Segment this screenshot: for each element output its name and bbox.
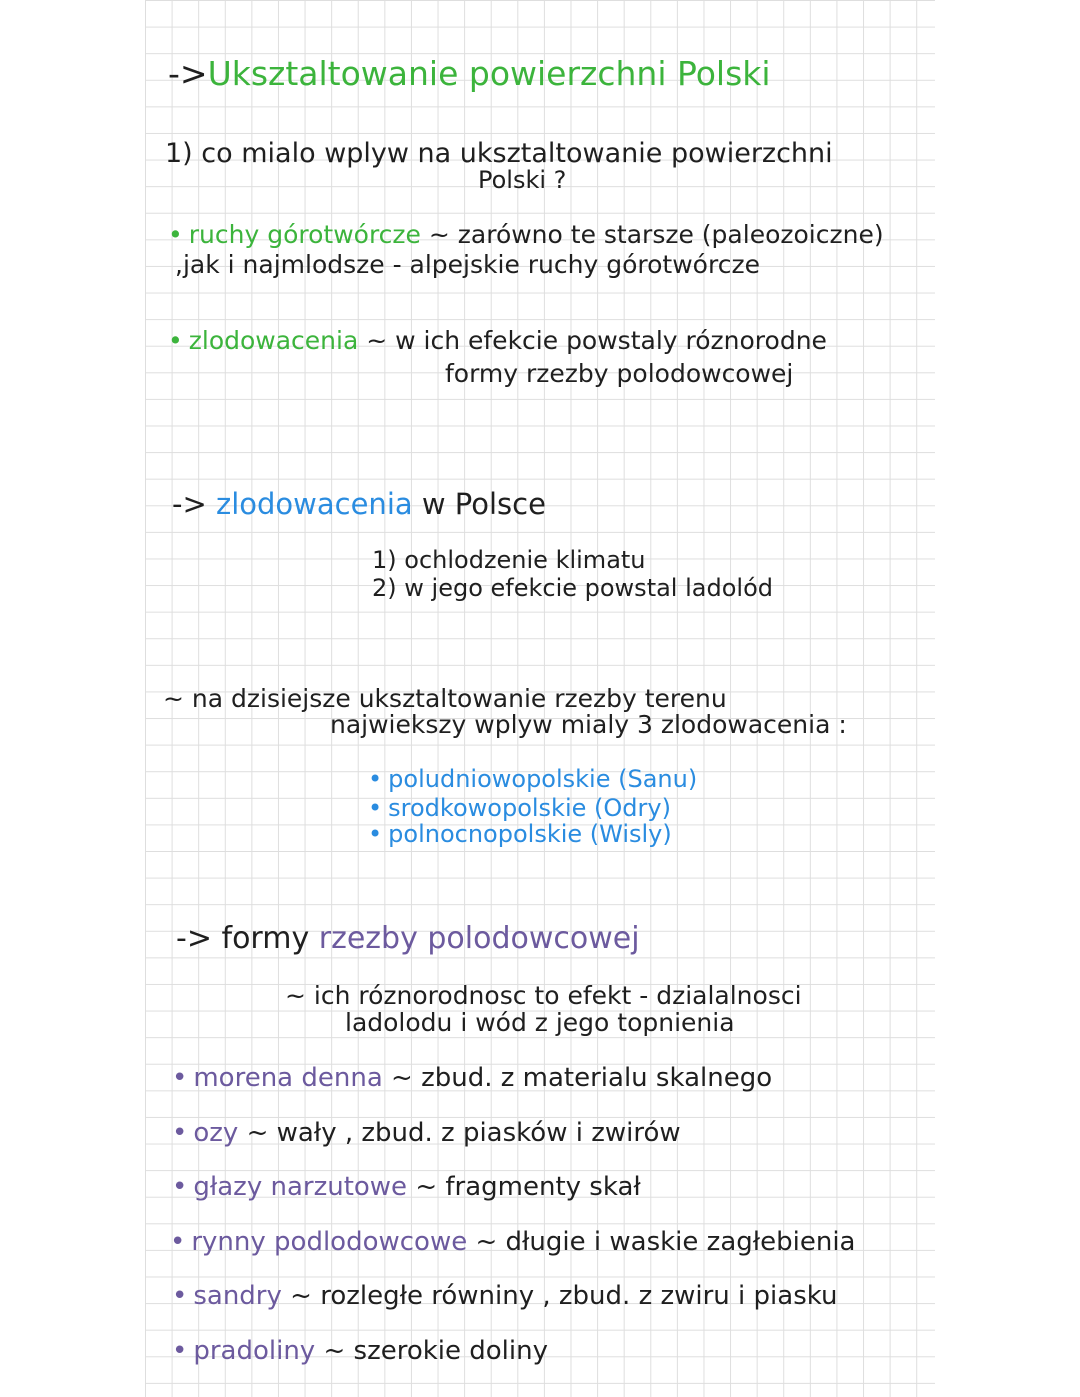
bullet: • xyxy=(172,1281,188,1311)
form-term: sandry xyxy=(193,1281,282,1311)
form-description: ~ rozległe równiny , zbud. z zwiru i piasku xyxy=(290,1281,838,1311)
factor-description: ~ zarówno te starsze (paleozoiczne) xyxy=(428,220,884,249)
glaciation-label: poludniowopolskie (Sanu) xyxy=(388,765,698,793)
forms-intro-line-2: ladolodu i wód z jego topnienia xyxy=(345,1008,735,1037)
factor-description-cont: ,jak i najmlodsze - alpejskie ruchy górotwórcze xyxy=(175,250,760,279)
heading-arrow: -> xyxy=(176,921,212,956)
form-description: ~ długie i waskie zagłebienia xyxy=(475,1227,856,1257)
bullet: • xyxy=(172,1063,188,1093)
influence-line-2: najwiekszy wplyw mialy 3 zlodowacenia : xyxy=(330,710,847,739)
heading-formy xyxy=(176,921,640,956)
question-line-1: 1) co mialo wplyw na uksztaltowanie powierzchni xyxy=(165,138,833,169)
glaciation-label: polnocnopolskie (Wisly) xyxy=(388,820,672,848)
glaciation-label: srodkowopolskie (Odry) xyxy=(388,794,671,822)
heading-uksztaltowanie xyxy=(168,54,771,93)
influence-line-1: ~ na dzisiejsze uksztaltowanie rzezby terenu xyxy=(163,684,727,713)
form-item xyxy=(172,1120,681,1146)
form-term: ozy xyxy=(193,1118,239,1148)
heading-zlodowacenia xyxy=(172,487,546,521)
factor-term: ruchy górotwórcze xyxy=(188,220,421,249)
form-term: głazy narzutowe xyxy=(193,1172,408,1202)
factor-term: zlodowacenia xyxy=(188,326,359,355)
form-description: ~ fragmenty skał xyxy=(415,1172,641,1202)
form-description: ~ szerokie doliny xyxy=(323,1336,548,1366)
heading-title: Uksztaltowanie powierzchni Polski xyxy=(207,54,771,93)
bullet: • xyxy=(170,1227,186,1257)
form-item xyxy=(172,1174,641,1200)
bullet: • xyxy=(368,794,383,822)
form-item xyxy=(172,1283,837,1309)
glaciation-step: 2) w jego efekcie powstal ladolód xyxy=(372,574,773,602)
heading-plain: formy xyxy=(221,921,310,956)
heading-term: rzezby polodowcowej xyxy=(318,921,640,956)
factor-description: ~ w ich efekcie powstaly róznorodne xyxy=(366,326,827,355)
bullet: • xyxy=(368,765,383,793)
heading-arrow: -> xyxy=(172,487,207,521)
glaciation-item xyxy=(368,796,671,820)
glaciation-item xyxy=(368,767,697,791)
form-item xyxy=(170,1229,856,1255)
heading-term: zlodowacenia xyxy=(215,487,413,521)
glaciation-item xyxy=(368,822,672,846)
bullet: • xyxy=(172,1118,188,1148)
bullet: • xyxy=(172,1172,188,1202)
question-line-2: Polski ? xyxy=(478,166,567,194)
factor-item xyxy=(168,328,827,353)
form-term: pradoliny xyxy=(193,1336,316,1366)
heading-arrow: -> xyxy=(168,54,208,93)
glaciation-step: 1) ochlodzenie klimatu xyxy=(372,546,646,574)
heading-rest: w Polsce xyxy=(421,487,546,521)
forms-intro-line-1: ~ ich róznorodnosc to efekt - dzialalnosci xyxy=(285,981,802,1010)
form-description: ~ wały , zbud. z piasków i zwirów xyxy=(246,1118,681,1148)
bullet: • xyxy=(168,326,183,355)
form-item xyxy=(172,1338,548,1364)
form-description: ~ zbud. z materialu skalnego xyxy=(391,1063,773,1093)
bullet: • xyxy=(168,220,183,249)
form-term: rynny podlodowcowe xyxy=(191,1227,468,1257)
form-term: morena denna xyxy=(193,1063,383,1093)
factor-item xyxy=(168,222,884,247)
form-item xyxy=(172,1065,772,1091)
bullet: • xyxy=(172,1336,188,1366)
factor-description-cont: formy rzezby polodowcowej xyxy=(445,359,794,388)
bullet: • xyxy=(368,820,383,848)
